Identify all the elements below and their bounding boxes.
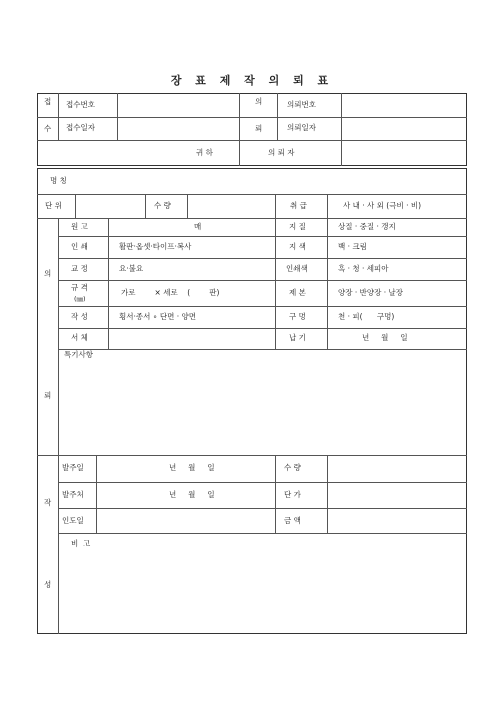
request-date-label: 의뢰일자 [287,123,316,132]
delivery-date-value[interactable] [101,513,271,529]
printing-label: 인 쇄 [71,242,88,251]
production-side-label-bottom: 성 [44,580,52,589]
proofreading-options[interactable]: 요·불요 [119,264,144,273]
paper-color-options[interactable]: 백 · 크림 [338,242,367,251]
notes-label: 특기사항 [64,350,93,359]
request-date-value[interactable] [346,123,462,135]
request-number-value[interactable] [346,100,462,112]
page-title: 장 표 제 작 의 뢰 표 [170,74,334,87]
writing-options[interactable]: 횡서·종서 ∘ 단면 · 양면 [119,312,196,321]
request-number-label: 의뢰번호 [287,100,316,109]
order-date-value[interactable]: 년 월 일 [169,463,215,472]
reception-number-label: 접수번호 [66,100,95,109]
delivery-date-label: 인도일 [62,516,84,525]
quantity-value[interactable] [192,199,270,213]
paper-color-label: 지 색 [289,242,306,251]
spec-side-label-bottom: 뢰 [44,391,52,400]
production-side-label-top: 작 [44,498,52,507]
ink-color-options[interactable]: 흑 · 청 · 세피아 [338,264,389,273]
reception-date-value[interactable] [122,123,234,135]
manuscript-label: 원 고 [71,222,88,231]
handling-options[interactable]: 사 내 · 사 외 (극비 · 비) [343,201,422,210]
binding-label: 제 본 [289,288,306,297]
order-place-label: 발주처 [62,490,84,499]
size-label: 규 격 [71,283,88,292]
printing-options[interactable]: 활판·옵셋·타이프·복사 [119,242,192,251]
order-date-label: 발주일 [62,463,84,472]
production-quantity-label: 수 량 [284,463,301,472]
unit-value[interactable] [80,199,140,213]
reception-side-label-bottom: 수 [44,124,52,133]
writing-label: 작 성 [71,312,88,321]
handling-label: 취 급 [290,201,307,210]
due-date-value[interactable]: 년 월 일 [362,333,408,342]
addressee-to-label: 귀 하 [196,148,213,157]
manuscript-value[interactable]: 매 [194,222,202,231]
order-place-value[interactable]: 년 월 일 [169,490,215,499]
request-side-label-top: 의 [255,97,263,106]
reception-number-value[interactable] [122,100,234,112]
ink-color-label: 인쇄색 [286,264,308,273]
unit-label: 단 위 [45,201,62,210]
unit-price-label: 단 가 [284,490,301,499]
unit-price-value[interactable] [332,487,462,503]
typeface-value[interactable] [113,331,270,345]
amount-label: 금 액 [284,516,301,525]
binding-options[interactable]: 양장 · 반양장 · 날장 [338,288,404,297]
amount-value[interactable] [332,513,462,529]
size-value[interactable]: 가로 × 세로 ( 판) [121,288,220,297]
due-date-label: 납 기 [289,333,306,342]
production-quantity-value[interactable] [332,460,462,476]
spec-side-label-top: 의 [44,269,52,278]
paper-quality-label: 지 질 [289,222,306,231]
typeface-label: 서 체 [71,333,88,342]
name-label: 명 칭 [50,176,67,185]
remarks-area[interactable] [64,552,462,628]
name-value[interactable] [90,173,460,189]
paper-quality-options[interactable]: 상질 · 중질 · 갱지 [338,222,396,231]
request-side-label-bottom: 뢰 [255,124,263,133]
reception-side-label-top: 접 [44,97,52,106]
notes-area[interactable] [64,362,462,450]
addressee-requester-label: 의 뢰 자 [268,148,295,157]
size-unit: (㎜) [74,295,86,303]
requester-value[interactable] [346,144,462,162]
hole-options[interactable]: 천 · 피( 구멍) [338,312,395,321]
remarks-label: 비 고 [71,539,91,548]
proofreading-label: 교 정 [71,264,88,273]
hole-label: 구 멍 [289,312,306,321]
reception-date-label: 접수일자 [66,123,95,132]
quantity-label: 수 량 [154,201,171,210]
